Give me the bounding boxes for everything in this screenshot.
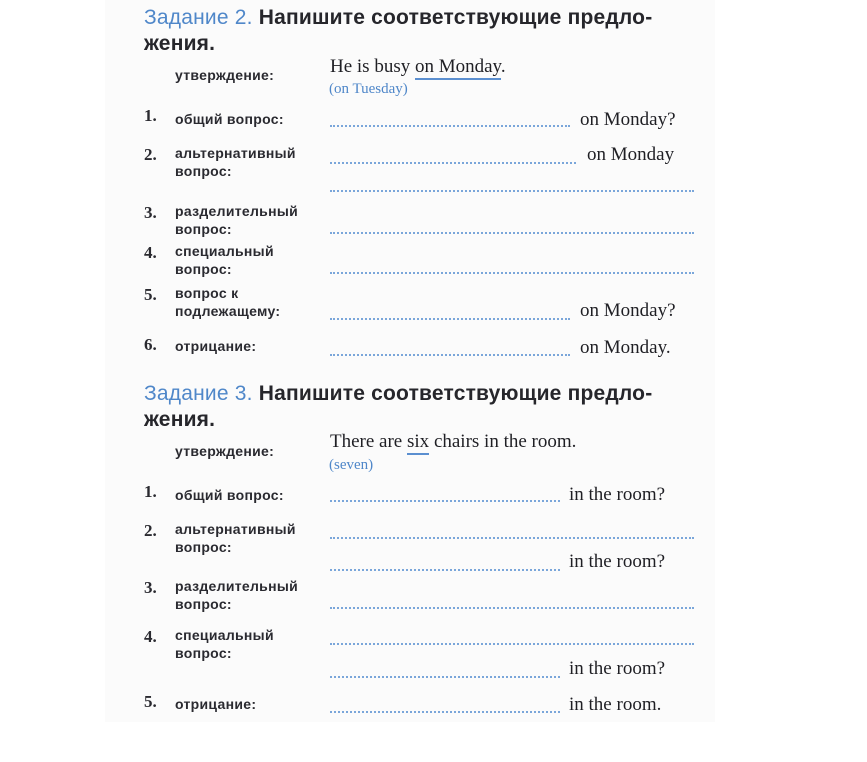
task2-statement-underlined: on Monday — [415, 56, 501, 80]
task3-item4-answer-line2[interactable] — [330, 676, 560, 678]
task2-item3-label1: разделительный — [175, 203, 299, 219]
task3-item1-label: общий вопрос: — [175, 487, 284, 503]
task3-item3-label1: разделительный — [175, 578, 299, 594]
task3-item1-answer-line[interactable] — [330, 500, 560, 502]
task2-number: Задание 2. — [144, 6, 253, 29]
task2-item1-number: 1. — [144, 106, 157, 125]
task3-statement-underlined: six — [407, 431, 429, 455]
task3-statement-pre: There are — [330, 431, 407, 452]
task3-item2-label1: альтернативный — [175, 521, 296, 537]
task3-item5-answer-line[interactable] — [330, 711, 560, 713]
task3-statement-post: chairs in the room. — [429, 431, 577, 452]
task2-hint: (on Tuesday) — [329, 81, 408, 97]
task2-item2-answer-line[interactable] — [330, 162, 576, 164]
task2-heading — [144, 5, 652, 57]
task3-item4-answer-line[interactable] — [330, 643, 694, 645]
task2-item4-answer-line[interactable] — [330, 272, 694, 274]
task2-item5-number: 5. — [144, 285, 157, 304]
task2-item2-number: 2. — [144, 145, 157, 164]
task3-item5-tail: in the room. — [569, 694, 662, 715]
task3-item5-number: 5. — [144, 692, 157, 711]
task3-number: Задание 3. — [144, 382, 253, 405]
task3-item2-number: 2. — [144, 521, 157, 540]
task2-statement — [330, 56, 506, 78]
task2-item4-number: 4. — [144, 243, 157, 262]
task3-item4-label2: вопрос: — [175, 645, 232, 661]
task2-item1-label: общий вопрос: — [175, 111, 284, 127]
task2-item6-label: отрицание: — [175, 338, 257, 354]
task2-item5-label1: вопрос к — [175, 285, 239, 301]
task2-item5-tail: on Monday? — [580, 300, 676, 321]
task3-item5-label: отрицание: — [175, 696, 257, 712]
task2-title: Напишите соответствующие предло- — [258, 6, 653, 29]
task2-item1-tail: on Monday? — [580, 109, 676, 130]
task2-item6-number: 6. — [144, 335, 157, 354]
task2-item6-answer-line[interactable] — [330, 354, 570, 356]
task3-item4-tail: in the room? — [569, 658, 666, 679]
task2-statement-post: . — [500, 56, 506, 77]
task3-title-cont: жения. — [144, 408, 216, 431]
task3-title: Напишите соответствующие предло- — [258, 382, 653, 405]
task3-item2-answer-line[interactable] — [330, 537, 694, 539]
task2-item2-label2: вопрос: — [175, 163, 232, 179]
task2-item2-label1: альтернативный — [175, 145, 296, 161]
task3-item1-number: 1. — [144, 482, 157, 501]
task2-title-cont: жения. — [144, 32, 216, 55]
task3-item1-tail: in the room? — [569, 484, 666, 505]
task2-item2-answer-line2[interactable] — [330, 190, 694, 192]
task3-item2-label2: вопрос: — [175, 539, 232, 555]
task2-item6-tail: on Monday. — [580, 337, 671, 358]
task2-item5-answer-line[interactable] — [330, 318, 570, 320]
task3-heading — [144, 381, 652, 433]
task2-statement-label: утверждение: — [175, 67, 275, 83]
task2-item3-answer-line[interactable] — [330, 232, 694, 234]
task3-item2-tail: in the room? — [569, 551, 666, 572]
task2-statement-pre: He is busy — [330, 56, 415, 77]
task2-item1-answer-line[interactable] — [330, 125, 570, 127]
task2-item5-label2: подлежащему: — [175, 303, 281, 319]
task2-item3-label2: вопрос: — [175, 221, 232, 237]
task3-item4-number: 4. — [144, 627, 157, 646]
task2-item3-number: 3. — [144, 203, 157, 222]
task3-item3-answer-line[interactable] — [330, 607, 694, 609]
task2-item2-tail: on Monday — [587, 144, 675, 165]
task3-item4-label1: специальный — [175, 627, 274, 643]
task3-item3-label2: вопрос: — [175, 596, 232, 612]
task3-hint: (seven) — [329, 457, 374, 473]
task3-item3-number: 3. — [144, 578, 157, 597]
task3-statement — [330, 431, 576, 453]
task2-item4-label2: вопрос: — [175, 261, 232, 277]
task2-item4-label1: специальный — [175, 243, 274, 259]
task3-statement-label: утверждение: — [175, 443, 275, 459]
task3-item2-answer-line2[interactable] — [330, 569, 560, 571]
